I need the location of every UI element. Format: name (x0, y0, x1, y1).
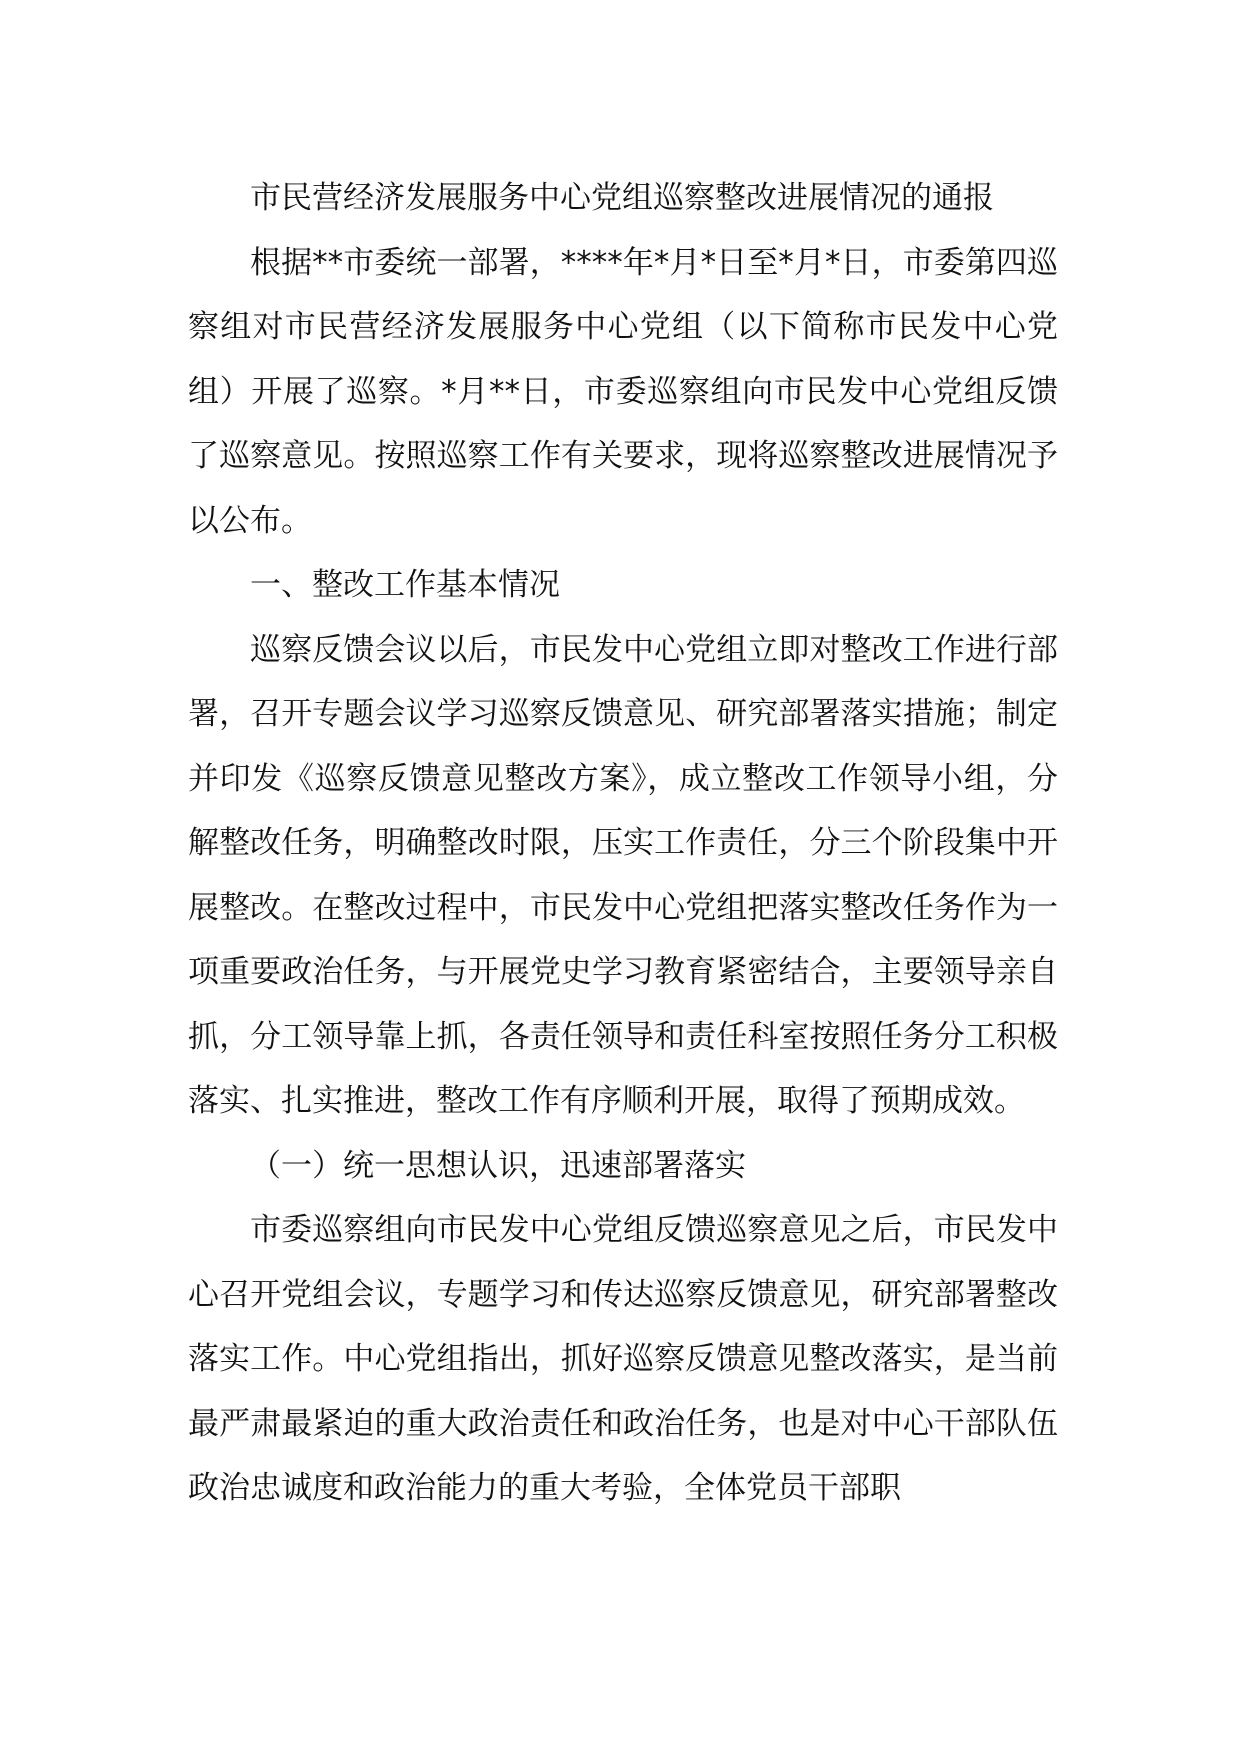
paragraph-intro: 根据**市委统一部署，****年*月*日至*月*日，市委第四巡察组对市民营经济发展服务中心党组（以下简称市民发中心党组）开展了巡察。*月**日，市委巡察组向市民发中心党组反馈了巡察意见。按照巡察工作有关要求，现将巡察整改进展情况予以公布。 (188, 244, 1058, 539)
paragraph-deployment: 市委巡察组向市民发中心党组反馈巡察意见之后，市民发中心召开党组会议，专题学习和传达巡察反馈意见，研究部署整改落实工作。中心党组指出，抓好巡察反馈意见整改落实，是当前最严肃最紧迫的重大政治责任和政治任务，也是对中心干部队伍政治忠诚度和政治能力的重大考验，全体党员干部职 (188, 1212, 1058, 1506)
subsection-heading: （一）统一思想认识，迅速部署落实 (250, 1147, 746, 1184)
document-body (188, 166, 1058, 1521)
document-title: 市民营经济发展服务中心党组巡察整改进展情况的通报 (250, 180, 994, 216)
section-heading: 一、整改工作基本情况 (250, 567, 560, 603)
paragraph-basic-situation: 巡察反馈会议以后，市民发中心党组立即对整改工作进行部署，召开专题会议学习巡察反馈意见、研究部署落实措施；制定并印发《巡察反馈意见整改方案》，成立整改工作领导小组，分解整改任务，明确整改时限，压实工作责任，分三个阶段集中开展整改。在整改过程中，市民发中心党组把落实整改任务作为一项重要政治任务，与开展党史学习教育紧密结合，主要领导亲自抓，分工领导靠上抓，各责任领导和责任科室按照任务分工积极落实、扎实推进，整改工作有序顺利开展，取得了预期成效。 (188, 631, 1058, 1119)
